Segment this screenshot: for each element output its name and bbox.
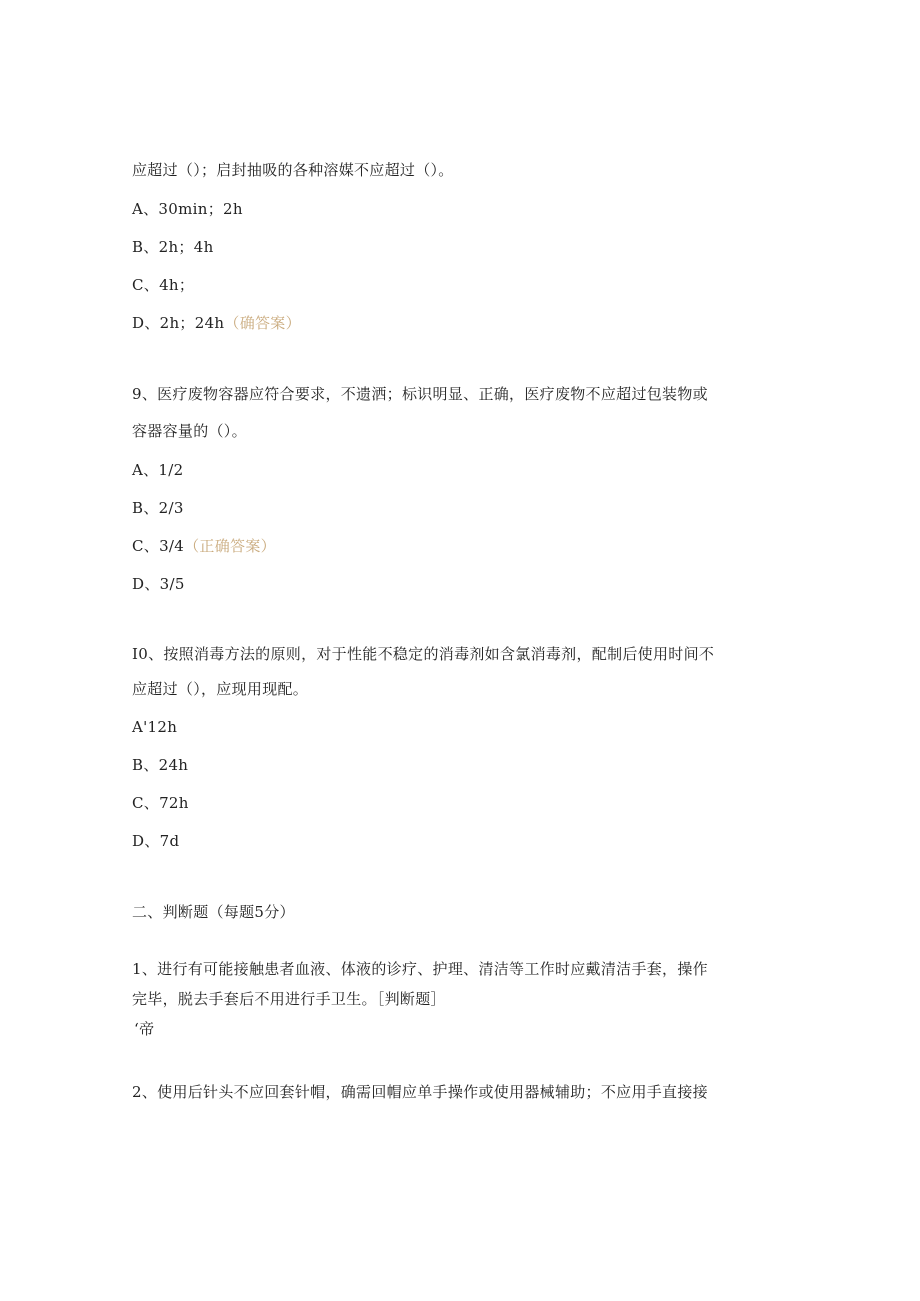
tf-question-1-line1: 1、进行有可能接触患者血液、体液的诊疗、护理、清洁等工作时应戴清洁手套，操作 <box>132 960 708 978</box>
q8-option-d[interactable] <box>132 313 301 333</box>
q10-option-a[interactable] <box>132 717 177 737</box>
q10-option-d[interactable] <box>132 831 179 851</box>
q10-option-c[interactable] <box>132 793 189 813</box>
option-text: C、72h <box>132 794 189 812</box>
option-text: C、4h； <box>132 276 195 294</box>
option-text: B、2/3 <box>132 499 184 517</box>
q9-option-c[interactable] <box>132 536 276 556</box>
q8-option-b[interactable] <box>132 237 214 257</box>
option-text: D、3/5 <box>132 575 185 593</box>
tf-question-1-answer[interactable]: ‘帝 <box>134 1020 155 1038</box>
question-10-stem-line1: I0、按照消毒方法的原则，对于性能不稳定的消毒剂如含氯消毒剂，配制后使用时间不 <box>132 645 715 663</box>
option-text: B、2h；4h <box>132 238 214 256</box>
section-heading-true-false: 二、判断题（每题5分） <box>132 903 295 921</box>
q9-option-d[interactable] <box>132 574 185 594</box>
option-text: D、2h；24h <box>132 314 225 332</box>
question-9-stem-line1: 9、医疗废物容器应符合要求，不遗洒；标识明显、正确，医疗废物不应超过包装物或 <box>132 385 708 403</box>
q9-option-a[interactable] <box>132 460 183 480</box>
q8-option-a[interactable] <box>132 199 243 219</box>
q8-option-c[interactable] <box>132 275 194 295</box>
option-text: D、7d <box>132 832 180 850</box>
option-text: A、1/2 <box>132 461 184 479</box>
correct-answer-mark: （确答案） <box>224 314 301 332</box>
q10-option-b[interactable] <box>132 755 188 775</box>
tf-question-1-line2: 完毕，脱去手套后不用进行手卫生。［判断题］ <box>132 990 446 1008</box>
question-8-stem-tail: 应超过（）；启封抽吸的各种溶媒不应超过（）。 <box>132 161 454 179</box>
option-text: A'12h <box>132 718 178 736</box>
option-text: A、30min；2h <box>132 200 243 218</box>
question-9-stem-line2: 容器容量的（）。 <box>132 422 247 440</box>
question-10-stem-line2: 应超过（），应现用现配。 <box>132 680 309 698</box>
correct-answer-mark: （正确答案） <box>184 537 276 555</box>
tf-question-2-line1: 2、使用后针头不应回套针帽，确需回帽应单手操作或使用器械辅助；不应用手直接接 <box>132 1083 708 1101</box>
option-text: B、24h <box>132 756 189 774</box>
q9-option-b[interactable] <box>132 498 184 518</box>
option-text: C、3/4 <box>132 537 185 555</box>
